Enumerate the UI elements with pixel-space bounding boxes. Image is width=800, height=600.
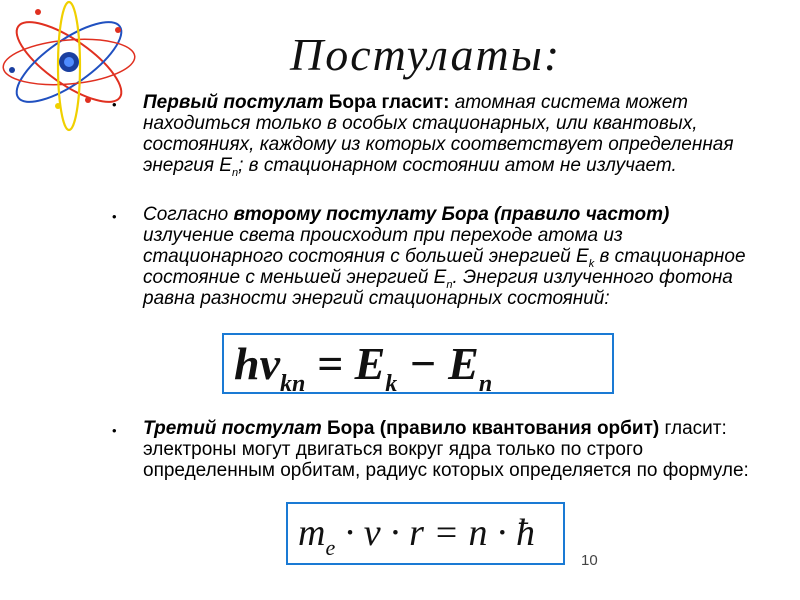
postulate-1-italic: атомная система может находиться только в особых стационарных, или квантовых, состояниях, каждому из которых соответствует определенная энергия E bbox=[143, 92, 734, 176]
postulate-2-sub-k: k bbox=[588, 257, 595, 270]
formula-2-m: m bbox=[298, 512, 326, 554]
bullet-dot: • bbox=[112, 423, 117, 438]
formula-1-en-sub: n bbox=[478, 371, 493, 397]
formula-2-r: r bbox=[409, 512, 424, 554]
formula-2-eq: = bbox=[423, 512, 469, 554]
formula-2-m-sub: e bbox=[325, 535, 336, 560]
postulate-1 bbox=[112, 92, 763, 179]
postulate-2-sub-n: n bbox=[446, 278, 453, 291]
postulate-3 bbox=[112, 418, 763, 481]
page-number: 10 bbox=[581, 552, 598, 569]
postulate-2-lead: Согласно bbox=[143, 204, 234, 225]
formula-1-ek-sub: k bbox=[385, 371, 398, 397]
formula-1-minus: − bbox=[397, 338, 449, 389]
postulate-1-text-a: Бора гласит: bbox=[323, 92, 455, 113]
postulate-3-text: гласит: электроны могут двигаться вокруг ядра только по строго определенным орбитам, радиус которых определяется по формуле: bbox=[143, 418, 749, 481]
postulate-1-sub-n: n bbox=[231, 166, 239, 179]
postulate-2 bbox=[112, 204, 763, 309]
postulate-2-italic-b: в стационарное состояние с меньшей энергией E bbox=[143, 246, 746, 288]
postulate-2-bold-italic: второму постулату Бора (правило частот) bbox=[233, 204, 670, 225]
formula-2-v: v bbox=[363, 512, 381, 554]
slide-title: Постулаты: bbox=[290, 29, 562, 80]
formula-1-h: h bbox=[234, 338, 260, 389]
bullet-dot: • bbox=[112, 209, 117, 224]
postulate-2-italic-c: . Энергия излученного фотона равна разности энергий стационарных состояний: bbox=[143, 267, 733, 309]
bullet-dot: • bbox=[112, 97, 117, 112]
formula-frequency-rule bbox=[222, 333, 614, 397]
formula-2-hbar: ħ bbox=[516, 512, 536, 554]
formula-1-ek: E bbox=[354, 338, 386, 389]
formula-2-n: n bbox=[468, 512, 488, 554]
postulate-3-bold: Бора (правило квантования орбит) bbox=[321, 418, 660, 439]
atom-icon bbox=[0, 0, 140, 135]
formula-1-en: E bbox=[448, 338, 479, 389]
postulate-3-lead: Третий постулат bbox=[143, 418, 322, 439]
formula-1-nu: ν bbox=[259, 338, 281, 389]
formula-2-dot-1: · bbox=[335, 512, 364, 554]
postulate-1-italic-end: ; в стационарном состоянии атом не излучает. bbox=[238, 155, 677, 176]
postulate-1-lead: Первый постулат bbox=[143, 92, 324, 113]
formula-2-dot-2: · bbox=[380, 512, 410, 554]
postulate-2-italic-a: излучение света происходит при переходе атома из стационарного состояния с большей энергией E bbox=[143, 225, 623, 267]
formula-1-nu-sub: kn bbox=[280, 371, 306, 397]
formula-orbit-quantization bbox=[286, 502, 565, 565]
formula-2-dot-3: · bbox=[487, 512, 517, 554]
formula-1-eq: = bbox=[305, 338, 355, 389]
